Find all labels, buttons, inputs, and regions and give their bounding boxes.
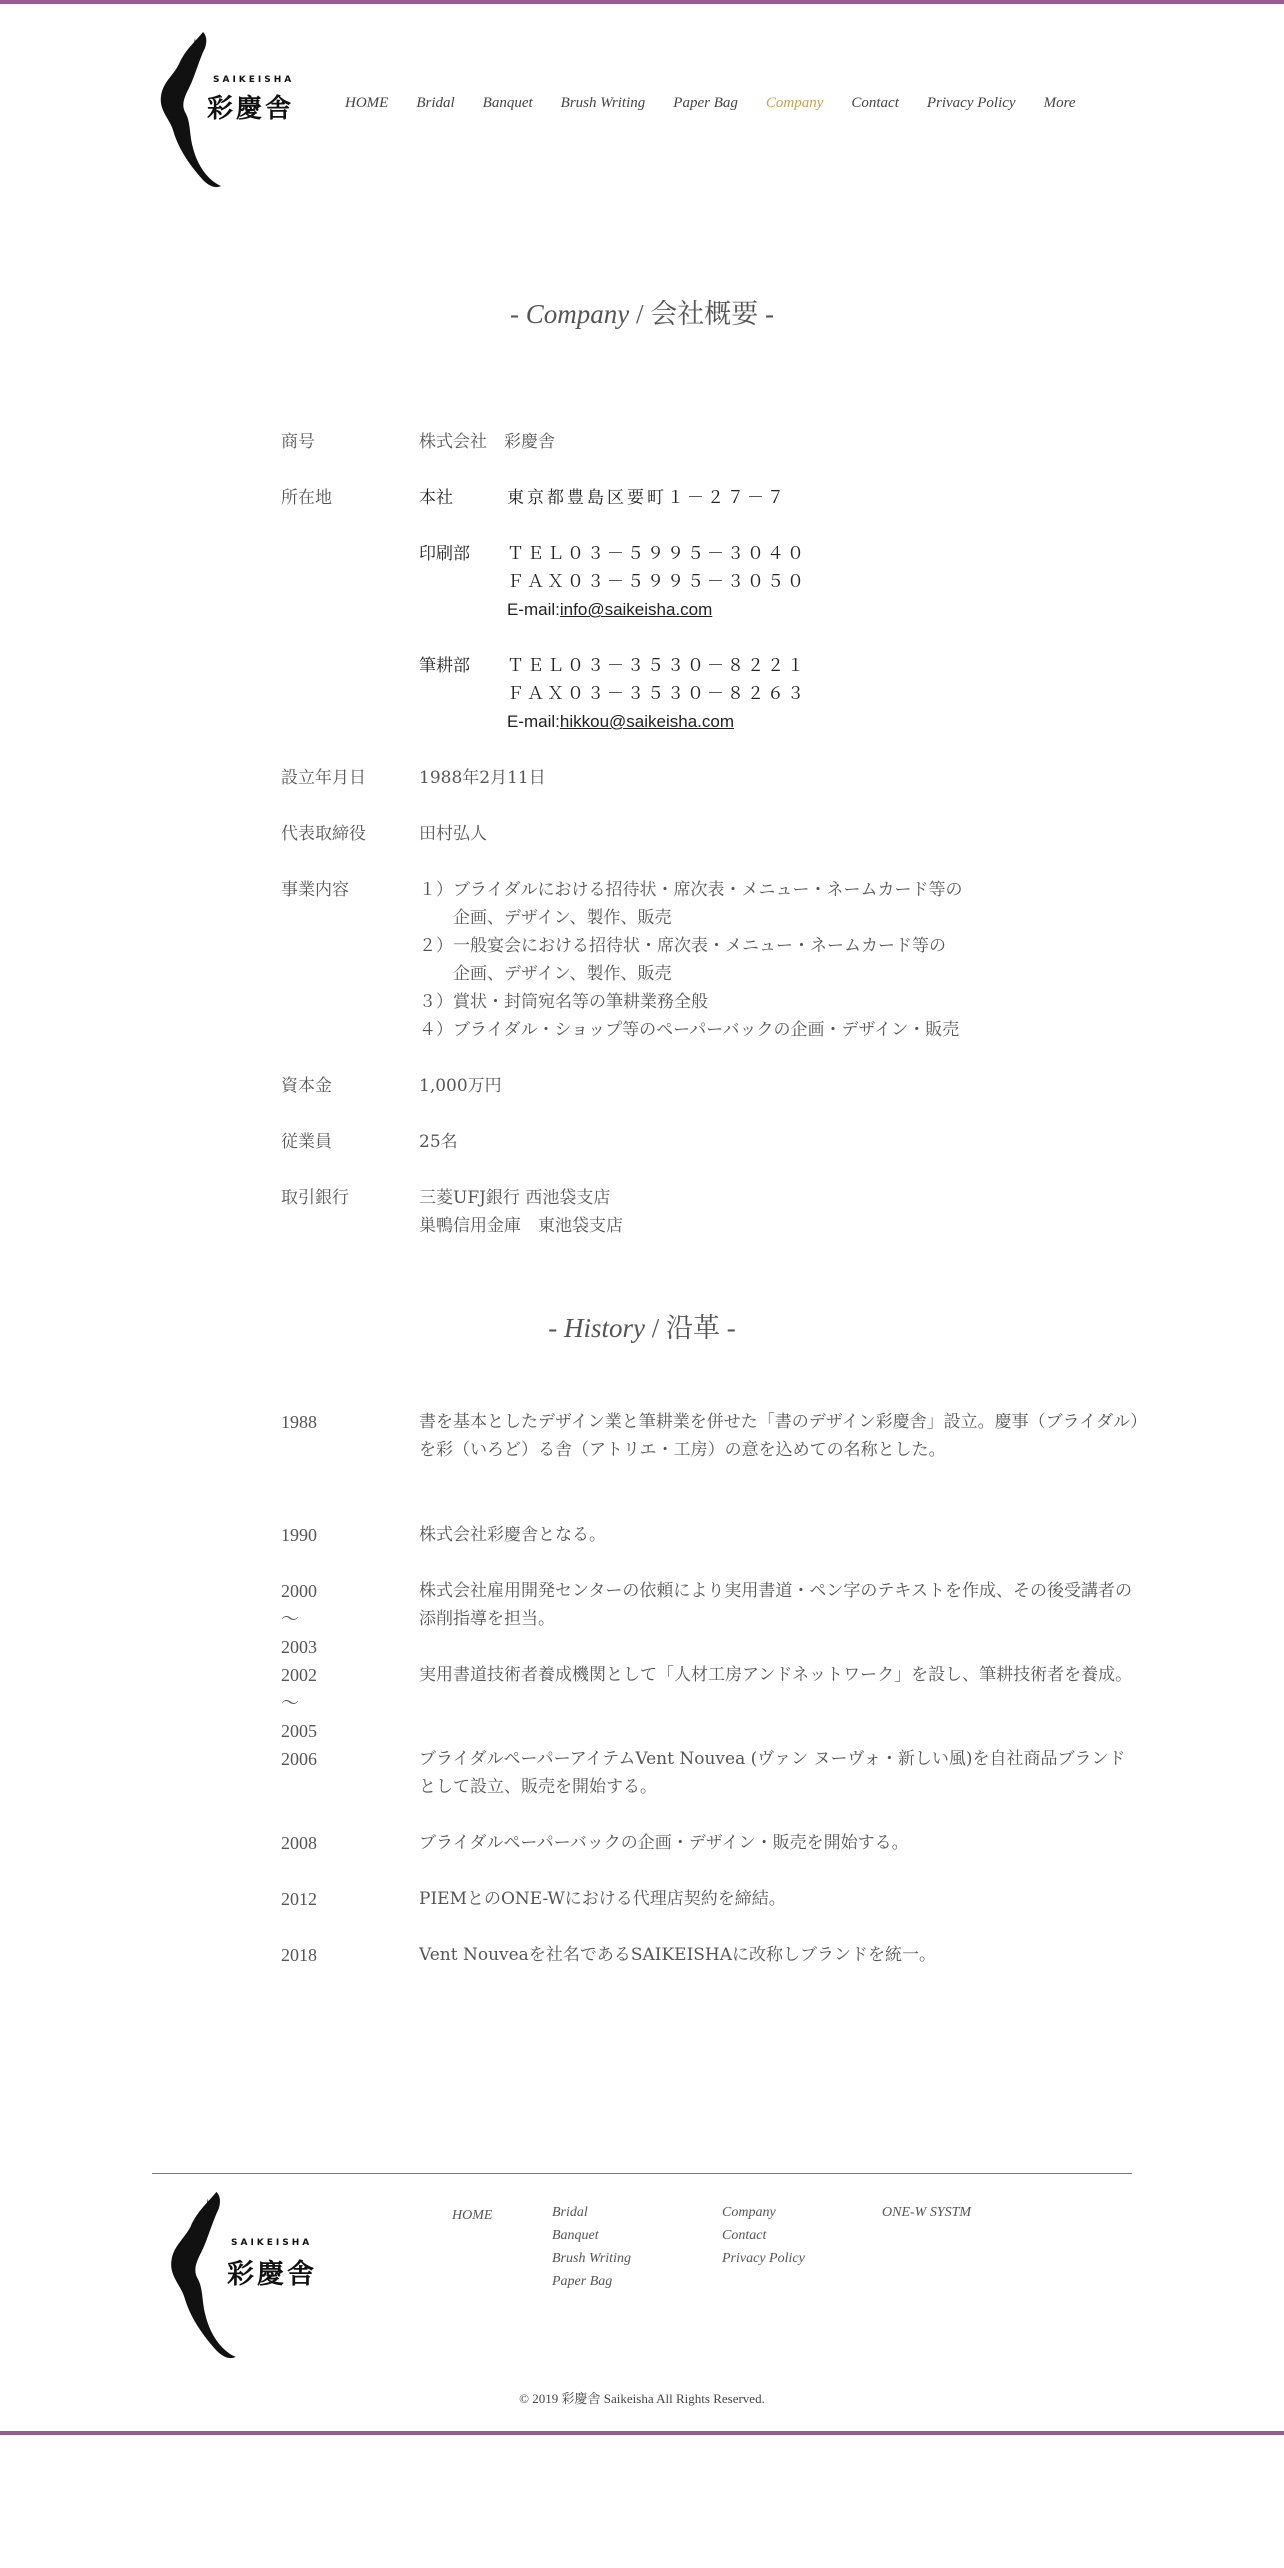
brush-email-line	[419, 708, 807, 736]
footer-link-privacy-policy[interactable]: Privacy Policy	[722, 2251, 805, 2266]
footer-logo[interactable]	[165, 2188, 335, 2363]
print-email-prefix: E-mail:	[507, 600, 560, 619]
capital-label: 資本金	[281, 1076, 332, 1096]
print-dept-label: 印刷部	[419, 544, 470, 564]
history-text: Vent Nouveaを社名であるSAIKEISHAに改称しブランドを統一。	[419, 1945, 937, 1965]
nav-bridal[interactable]: Bridal	[416, 94, 455, 111]
history-section-title: - History / 沿革 -	[548, 1313, 736, 1343]
history-text: 株式会社彩慶舎となる。	[419, 1525, 606, 1545]
employees-label: 従業員	[281, 1132, 332, 1152]
brush-email-prefix: E-mail:	[507, 712, 560, 731]
nav-privacy-policy[interactable]: Privacy Policy	[926, 94, 1016, 111]
brush-email-link[interactable]: hikkou@saikeisha.com	[559, 712, 735, 731]
history-year: 1990	[281, 1525, 317, 1545]
print-email-line	[419, 596, 807, 624]
hq-address: 東京都豊島区要町１－２７－７	[507, 488, 787, 508]
history-title-sep: /	[644, 1313, 666, 1343]
footer-link-bridal[interactable]: Bridal	[552, 2205, 588, 2220]
history-year: 2012	[281, 1889, 317, 1909]
history-year: 2006	[281, 1749, 317, 1769]
nav-more[interactable]: More	[1043, 94, 1076, 111]
employees-value: 25名	[419, 1132, 458, 1152]
history-text: PIEMとのONE-Wにおける代理店契約を締結。	[419, 1889, 786, 1909]
logo-romaji: SAIKEISHA	[213, 75, 295, 85]
history-text: ブライダルペーパーアイテムVent Nouvea (ヴァン ヌーヴォ・新しい風)を自社商品ブランドとして設立、販売を開始する。	[419, 1749, 1126, 1797]
history-text: ブライダルペーパーバックの企画・デザイン・販売を開始する。	[419, 1833, 909, 1853]
history-year: 1988	[281, 1412, 317, 1432]
business-line: ３）賞状・封筒宛名等の筆耕業務全般	[419, 992, 708, 1012]
founded-label: 設立年月日	[281, 768, 366, 788]
banks-label: 取引銀行	[281, 1188, 349, 1208]
history-title-en: History	[563, 1313, 645, 1343]
business-value	[419, 876, 963, 1044]
history-year: 2018	[281, 1945, 317, 1965]
bank-item: 三菱UFJ銀行 西池袋支店	[419, 1188, 611, 1208]
company-section-title: - Company / 会社概要 -	[509, 299, 774, 329]
location-label: 所在地	[281, 488, 332, 508]
nav-home[interactable]: HOME	[345, 94, 389, 111]
page-bottom-space	[0, 2435, 1284, 2568]
footer-col-onew	[882, 2201, 971, 2224]
footer-logo-kanji: 彩慶舎	[227, 2259, 317, 2290]
logo-kanji: 彩慶舎	[207, 94, 295, 124]
main-nav	[345, 90, 1104, 116]
footer-col-company	[722, 2201, 805, 2270]
print-email-link[interactable]: info@saikeisha.com	[559, 600, 713, 619]
bank-item: 巣鴨信用金庫 東池袋支店	[419, 1216, 623, 1236]
business-line: ４）ブライダル・ショップ等のペーパーバックの企画・デザイン・販売	[419, 1020, 960, 1040]
nav-banquet[interactable]: Banquet	[482, 94, 533, 111]
header-logo[interactable]	[155, 30, 305, 190]
history-text: 書を基本としたデザイン業と筆耕業を併せた「書のデザイン彩慶舎」設立。慶事（ブライダル）を彩（いろど）る舎（アトリエ・工房）の意を込めての名称とした。	[419, 1412, 1139, 1460]
footer-link-banquet[interactable]: Banquet	[552, 2228, 599, 2243]
founded-value: 1988年2月11日	[419, 768, 546, 788]
footer-col-home	[452, 2204, 492, 2227]
footer-link-brush-writing[interactable]: Brush Writing	[552, 2251, 631, 2266]
history-title-ja: 沿革	[666, 1313, 720, 1343]
brush-tel: ＴＥＬ０３－３５３０－８２２１	[507, 656, 807, 676]
footer-divider	[152, 2173, 1132, 2174]
ceo-label: 代表取締役	[281, 824, 366, 844]
footer-link-paper-bag[interactable]: Paper Bag	[552, 2274, 613, 2289]
business-label: 事業内容	[281, 880, 349, 900]
trade-name-value: 株式会社 彩慶舎	[419, 432, 555, 452]
business-line: 企画、デザイン、製作、販売	[419, 908, 672, 928]
top-accent-bar	[0, 0, 1284, 4]
nav-contact[interactable]: Contact	[851, 94, 899, 111]
banks-value	[419, 1184, 623, 1240]
copyright: © 2019 彩慶舎 Saikeisha All Rights Reserved.	[519, 2391, 765, 2406]
brush-fax: ＦＡＸ０３－３５３０－８２６３	[507, 684, 807, 704]
capital-value: 1,000万円	[419, 1076, 502, 1096]
footer-link-one-w-system[interactable]: ONE-W SYSTM	[882, 2205, 972, 2220]
history-year: 2002～2005	[281, 1665, 317, 1741]
history-year: 2008	[281, 1833, 317, 1853]
company-title-en: Company	[525, 299, 630, 329]
footer-link-home[interactable]: HOME	[452, 2208, 493, 2223]
print-tel: ＴＥＬ０３－５９９５－３０４０	[507, 544, 807, 564]
nav-paper-bag[interactable]: Paper Bag	[673, 94, 738, 111]
print-fax: ＦＡＸ０３－５９９５－３０５０	[507, 572, 807, 592]
company-title-ja: 会社概要	[650, 299, 759, 329]
footer-link-company[interactable]: Company	[722, 2205, 776, 2220]
business-line: １）ブライダルにおける招待状・席次表・メニュー・ネームカード等の	[419, 880, 963, 900]
location-value	[419, 484, 807, 736]
business-line: ２）一般宴会における招待状・席次表・メニュー・ネームカード等の	[419, 936, 946, 956]
trade-name-label: 商号	[281, 432, 315, 452]
business-line: 企画、デザイン、製作、販売	[419, 964, 672, 984]
history-text: 株式会社雇用開発センターの依頼により実用書道・ペン字のテキストを作成、その後受講者の添削指導を担当。	[419, 1581, 1132, 1629]
footer-logo-romaji: SAIKEISHA	[231, 2238, 313, 2248]
history-text: 実用書道技術者養成機関として「人材工房アンドネットワーク」を設し、筆耕技術者を養成。	[419, 1665, 1133, 1685]
brush-dept-label: 筆耕部	[419, 656, 470, 676]
company-title-sep: /	[629, 299, 651, 329]
ceo-value: 田村弘人	[419, 824, 487, 844]
hq-label: 本社	[419, 488, 453, 508]
nav-brush-writing[interactable]: Brush Writing	[560, 94, 646, 111]
footer-col-services	[552, 2201, 631, 2293]
footer-link-contact[interactable]: Contact	[722, 2228, 767, 2243]
history-year: 2000～2003	[281, 1581, 317, 1657]
nav-company[interactable]: Company	[765, 94, 824, 111]
